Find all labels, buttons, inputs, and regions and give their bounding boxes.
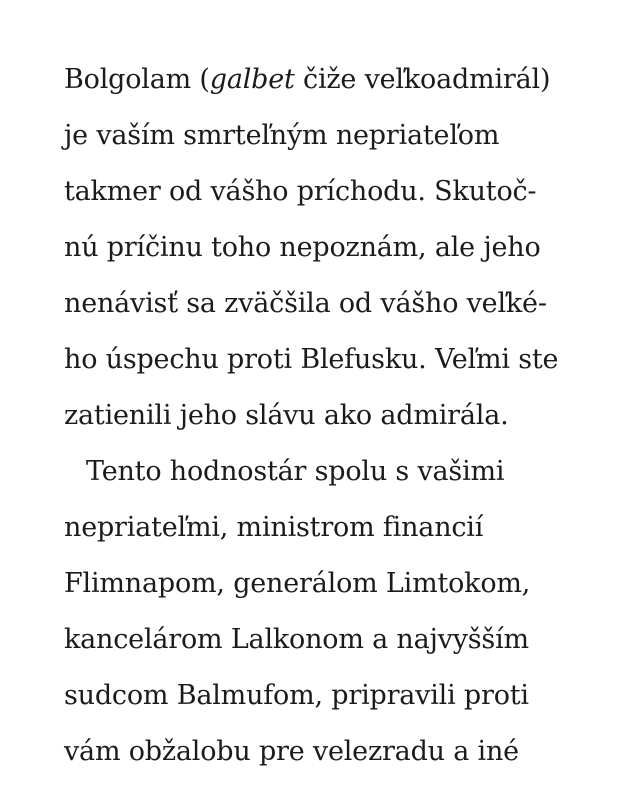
italic-word-galbet: galbet	[209, 64, 295, 95]
text-line-7: zatienili jeho slávu ako admirála.	[64, 400, 509, 431]
text-line-4: nú príčinu toho nepoznám, ale jeho	[64, 232, 541, 263]
text-line-2: je vaším smrteľným nepriateľom	[64, 120, 500, 151]
text-line-1-end: čiže veľkoadmirál)	[294, 64, 551, 95]
text-line-10: Flimnapom, generálom Limtokom,	[64, 568, 531, 599]
text-line-13: vám obžalobu pre velezradu a iné	[64, 736, 519, 767]
text-line-5: nenávisť sa zväčšila od vášho veľké-	[64, 288, 547, 319]
text-line-11: kancelárom Lalkonom a najvyšším	[64, 624, 529, 655]
text-line-1	[64, 52, 594, 108]
text-line-12: sudcom Balmufom, pripravili proti	[64, 680, 529, 711]
text-line-3: takmer od vášho príchodu. Skutoč-	[64, 176, 537, 207]
text-line-8-paragraph-start: Tento hodnostár spolu s vašimi	[86, 456, 505, 487]
text-line-6: ho úspechu proti Blefusku. Veľmi ste	[64, 344, 559, 375]
text-line-9: nepriateľmi, ministrom financií	[64, 512, 484, 543]
text-line-1-start: Bolgolam (	[64, 64, 210, 95]
